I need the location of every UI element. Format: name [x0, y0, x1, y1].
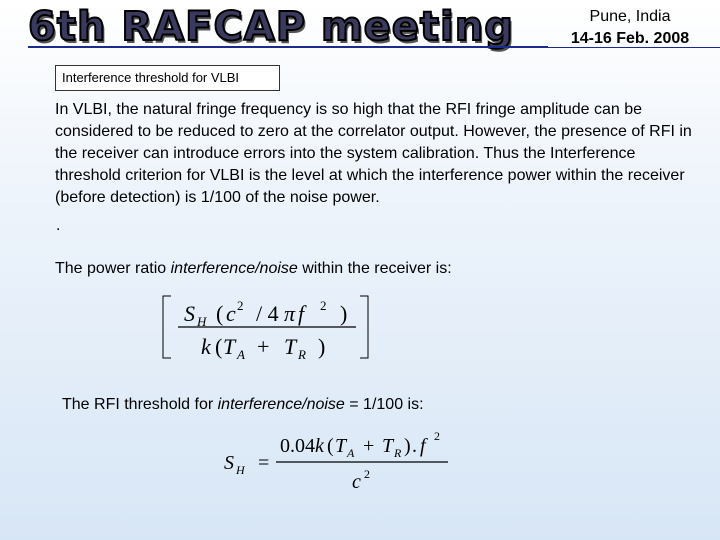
symbol-S: S [184, 301, 195, 326]
threshold-text-after: = 1/100 is: [344, 396, 424, 413]
subscript-R-2: R [394, 446, 402, 460]
exponent-2d: 2 [364, 467, 370, 481]
plus-sign-2: + [363, 435, 375, 457]
subscript-H-2: H [236, 463, 245, 477]
symbol-T-R-2: T [382, 435, 394, 457]
power-ratio-text-italic: interference/noise [170, 260, 298, 277]
venue-dates: 14-16 Feb. 2008 [570, 30, 690, 47]
right-bracket [360, 296, 368, 358]
right-paren-2: ) [318, 334, 326, 359]
left-paren-3: ( [327, 435, 334, 457]
power-ratio-sentence [55, 258, 452, 280]
power-ratio-text-after: within the receiver is: [297, 260, 452, 277]
title-underline [28, 46, 548, 48]
symbol-k: k [201, 334, 211, 359]
power-ratio-equation [160, 290, 375, 365]
power-ratio-text-before: The power ratio [55, 260, 171, 277]
left-bracket [163, 296, 171, 358]
body-paragraph: In VLBI, the natural fringe frequency is so high that the RFI fringe amplitude can be considered to be reduced to zero at the correlator output. However, the presence of RFI in the receiver can introduce errors into the system calibration. Thus the Interference threshold criterion for VLBI is the level at which the interference power within the receiver (before detection) is 1/100 of the noise power. [55, 101, 692, 206]
threshold-sentence [62, 394, 424, 416]
coefficient: 0.04 [280, 435, 315, 457]
left-paren-2: ( [215, 334, 223, 359]
section-label: Interference threshold for VLBI [55, 65, 280, 91]
symbol-c: c [226, 301, 236, 326]
bullet-dot: . [56, 217, 61, 234]
subscript-A: A [237, 347, 245, 362]
exponent-2: 2 [237, 298, 244, 313]
plus-sign: + [257, 334, 270, 359]
divide-4: / 4 [256, 301, 279, 326]
threshold-equation [218, 422, 458, 497]
right-paren: ) [340, 301, 348, 326]
slide-title: 6th RAFCAP meeting [28, 4, 514, 50]
equals-sign: = [258, 452, 270, 474]
threshold-text-before: The RFI threshold for [62, 396, 218, 413]
venue-block [550, 6, 710, 50]
subscript-A-2: A [347, 446, 355, 460]
threshold-text-italic: interference/noise [217, 396, 345, 413]
symbol-T-R: T [284, 334, 297, 359]
venue-city: Pune, India [589, 8, 671, 25]
subscript-H: H [197, 314, 207, 329]
right-paren-3: ) [404, 435, 411, 457]
symbol-T-A: T [223, 334, 236, 359]
header-divider [548, 47, 720, 48]
product-dot: . [412, 435, 417, 457]
symbol-f: f [298, 301, 305, 326]
symbol-pi: π [284, 301, 296, 326]
symbol-k-2: k [315, 435, 324, 457]
subscript-R: R [298, 347, 306, 362]
symbol-T-A-2: T [335, 435, 347, 457]
exponent-2c: 2 [434, 429, 440, 443]
symbol-f-2: f [420, 435, 426, 457]
symbol-c-2: c [352, 471, 361, 493]
symbol-S-2: S [224, 452, 234, 474]
left-paren: ( [216, 301, 224, 326]
exponent-2b: 2 [320, 298, 327, 313]
